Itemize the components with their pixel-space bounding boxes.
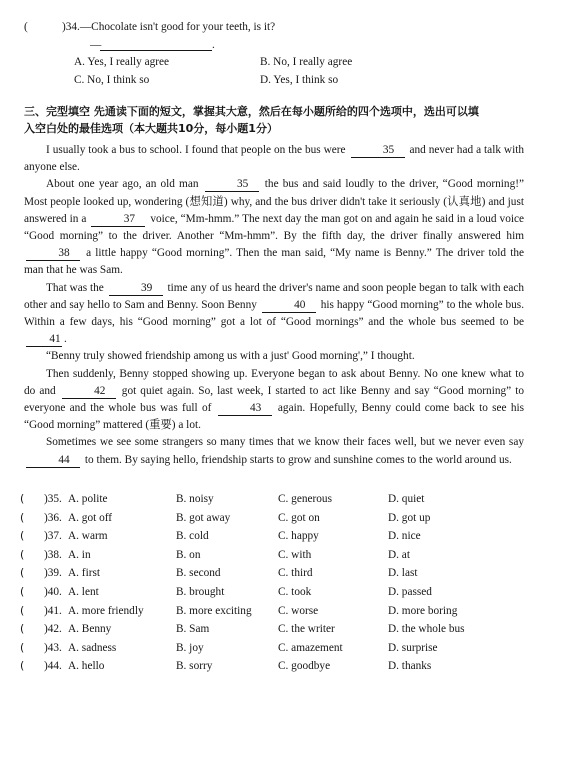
paragraph-text: a little happy “Good morning”. Then the man said, “My name is Benny.” The driver told the man that he was Sam. <box>24 247 525 277</box>
choice-row <box>20 620 540 639</box>
paragraph-text: time any of us heard the driver's name and soon people began to talk with each other and say hello to Sam and Benny. Soon Benny <box>24 281 524 311</box>
paragraph-text: Then suddenly, Benny stopped showing up. Everyone began to ask about Benny. No one knew what to do and <box>24 367 524 397</box>
blank-44[interactable]: 44 <box>26 454 80 468</box>
question-number: )36. <box>44 511 62 524</box>
answer-blank[interactable] <box>100 40 212 51</box>
choice-row <box>20 657 540 676</box>
option-c[interactable]: C. amazement <box>278 641 343 654</box>
option-b[interactable]: B. No, I really agree <box>260 56 353 69</box>
blank-35b[interactable]: 35 <box>205 178 259 192</box>
option-d[interactable]: D. thanks <box>388 660 432 673</box>
option-b[interactable]: B. sorry <box>176 660 213 673</box>
option-a[interactable]: A. in <box>68 548 91 561</box>
option-b[interactable]: B. more exciting <box>176 604 252 617</box>
cloze-passage <box>24 142 524 469</box>
question-number: )42. <box>44 623 62 636</box>
option-b[interactable]: B. noisy <box>176 493 214 505</box>
answer-paren[interactable]: ( <box>20 510 25 524</box>
answer-paren[interactable]: ( <box>20 566 25 580</box>
blank-35[interactable]: 35 <box>351 144 405 158</box>
paragraph-text: his happy “Good morning” to the whole bus. Within a few days, his “Good morning” got a lot of “Good mornings” and the whole bus seemed to be <box>24 298 525 329</box>
question-34-stem <box>24 19 554 36</box>
question-34-options <box>74 54 554 89</box>
paragraph-text: to them. By saying hello, friendship starts to grow and sunshine comes to the world around us. <box>84 453 512 466</box>
section-title-line-1: 三、完型填空 先通读下面的短文，掌握其大意，然后在每小题所给的四个选项中，选出可以填 <box>24 105 479 118</box>
choice-row <box>20 564 540 583</box>
paragraph-text: the bus and said loudly to the driver, “Good morning!” Most people looked up, wondering (想知道) why, and the bus driver didn't take it seriously (认真地) and just answered in a <box>24 178 524 225</box>
choice-row <box>20 546 540 565</box>
option-b[interactable]: B. cold <box>176 530 209 543</box>
paragraph-text: . <box>64 333 67 346</box>
answer-paren[interactable]: ( <box>20 659 25 673</box>
option-d[interactable]: D. Yes, I think so <box>260 74 339 87</box>
option-b[interactable]: B. on <box>176 548 201 561</box>
option-d[interactable]: D. the whole bus <box>388 623 465 636</box>
choice-row <box>20 639 540 658</box>
blank-41[interactable]: 41 <box>26 333 62 347</box>
answer-paren[interactable]: ( <box>20 640 25 654</box>
paragraph-text: I usually took a bus to school. I found that people on the bus were <box>46 144 346 156</box>
answer-choices <box>20 490 540 676</box>
question-number: )41. <box>44 604 62 617</box>
paragraph-text: again. Hopefully, Benny could come back to see his “Good morning” mattered (重要) a lot. <box>24 402 525 432</box>
option-c[interactable]: C. took <box>278 585 312 598</box>
option-c[interactable]: C. goodbye <box>278 660 331 673</box>
option-d[interactable]: D. quiet <box>388 493 425 505</box>
question-number: )44. <box>44 660 62 673</box>
option-a[interactable]: A. Benny <box>68 623 112 636</box>
option-b[interactable]: B. joy <box>176 641 204 654</box>
question-number: )35. <box>44 493 62 505</box>
option-b[interactable]: B. got away <box>176 511 231 524</box>
answer-paren[interactable]: ( <box>20 622 25 636</box>
option-c[interactable]: C. happy <box>278 530 319 543</box>
option-a[interactable]: A. polite <box>68 493 108 505</box>
paragraph-text: voice, “Mm-hmm.” The next day the man got on and again he said in a loud voice “Good morning” to the driver. Another “Mm-hmm”. By the fifth day, the driver finally answered him <box>24 212 525 243</box>
option-a[interactable]: A. first <box>68 567 101 580</box>
answer-paren: ( <box>24 21 28 33</box>
paragraph-4: “Benny truly showed friendship among us with a just' Good morning',” I thought. <box>46 350 415 363</box>
dialogue-dash: — <box>90 38 102 51</box>
answer-paren[interactable]: ( <box>20 603 25 617</box>
option-d[interactable]: D. passed <box>388 585 432 598</box>
section-title <box>24 103 548 137</box>
blank-40[interactable]: 40 <box>262 299 316 313</box>
option-b[interactable]: B. brought <box>176 585 225 598</box>
paragraph-text: That was the <box>46 281 104 294</box>
paragraph-text: and never had a talk with anyone else. <box>24 144 525 174</box>
question-number: )38. <box>44 548 62 561</box>
answer-paren[interactable]: ( <box>20 492 25 505</box>
option-d[interactable]: D. more boring <box>388 604 458 617</box>
question-34 <box>24 19 554 90</box>
answer-period: . <box>212 38 215 51</box>
option-c[interactable]: C. with <box>278 548 312 561</box>
option-a[interactable]: A. lent <box>68 585 99 598</box>
question-number: )39. <box>44 567 62 580</box>
option-d[interactable]: D. surprise <box>388 641 438 654</box>
paragraph-3 <box>24 280 524 349</box>
question-34-text: )34.—Chocolate isn't good for your teeth, is it? <box>62 21 276 33</box>
section-title-line-2: 入空白处的最佳选项（本大题共10分，每小题1分） <box>24 122 278 135</box>
option-a[interactable]: A. got off <box>68 511 113 524</box>
blank-39[interactable]: 39 <box>109 282 163 296</box>
option-d[interactable]: D. got up <box>388 511 431 524</box>
option-b[interactable]: B. second <box>176 567 221 580</box>
option-a[interactable]: A. Yes, I really agree <box>74 56 170 69</box>
option-a[interactable]: A. hello <box>68 660 105 673</box>
option-c[interactable]: C. No, I think so <box>74 74 150 87</box>
paragraph-1 <box>24 142 524 176</box>
option-a[interactable]: A. more friendly <box>68 604 144 617</box>
blank-38[interactable]: 38 <box>26 247 80 261</box>
option-c[interactable]: C. got on <box>278 511 320 524</box>
paragraph-6 <box>24 434 524 468</box>
paragraph-text: got quiet again. So, last week, I started to act like Benny and say “Good morning” to everyone and the whole bus was full of <box>24 384 524 415</box>
paragraph-5 <box>24 366 524 435</box>
option-d[interactable]: D. last <box>388 567 418 580</box>
option-b[interactable]: B. Sam <box>176 623 210 636</box>
option-d[interactable]: D. nice <box>388 530 421 543</box>
choice-row <box>20 602 540 621</box>
option-c[interactable]: C. the writer <box>278 623 335 636</box>
option-a[interactable]: A. warm <box>68 530 108 543</box>
paragraph-2 <box>24 176 524 279</box>
choice-row <box>20 490 540 509</box>
paragraph-text: Sometimes we see some strangers so many times that we know their faces well, but we never even say <box>46 436 524 449</box>
blank-37[interactable]: 37 <box>91 213 145 227</box>
blank-43[interactable]: 43 <box>218 402 272 416</box>
blank-42[interactable]: 42 <box>62 385 116 399</box>
choice-row <box>20 527 540 546</box>
choice-row <box>20 583 540 602</box>
question-number: )37. <box>44 530 62 543</box>
option-a[interactable]: A. sadness <box>68 641 117 654</box>
question-number: )40. <box>44 585 62 598</box>
question-number: )43. <box>44 641 62 654</box>
option-c[interactable]: C. third <box>278 567 313 580</box>
option-c[interactable]: C. worse <box>278 604 319 617</box>
question-34-answer-line <box>90 36 554 54</box>
answer-paren[interactable]: ( <box>20 584 25 598</box>
paragraph-text: About one year ago, an old man <box>46 178 199 191</box>
choice-row <box>20 509 540 528</box>
answer-paren[interactable]: ( <box>20 547 25 561</box>
answer-paren[interactable]: ( <box>20 529 25 543</box>
option-c[interactable]: C. generous <box>278 493 332 505</box>
option-d[interactable]: D. at <box>388 548 410 561</box>
